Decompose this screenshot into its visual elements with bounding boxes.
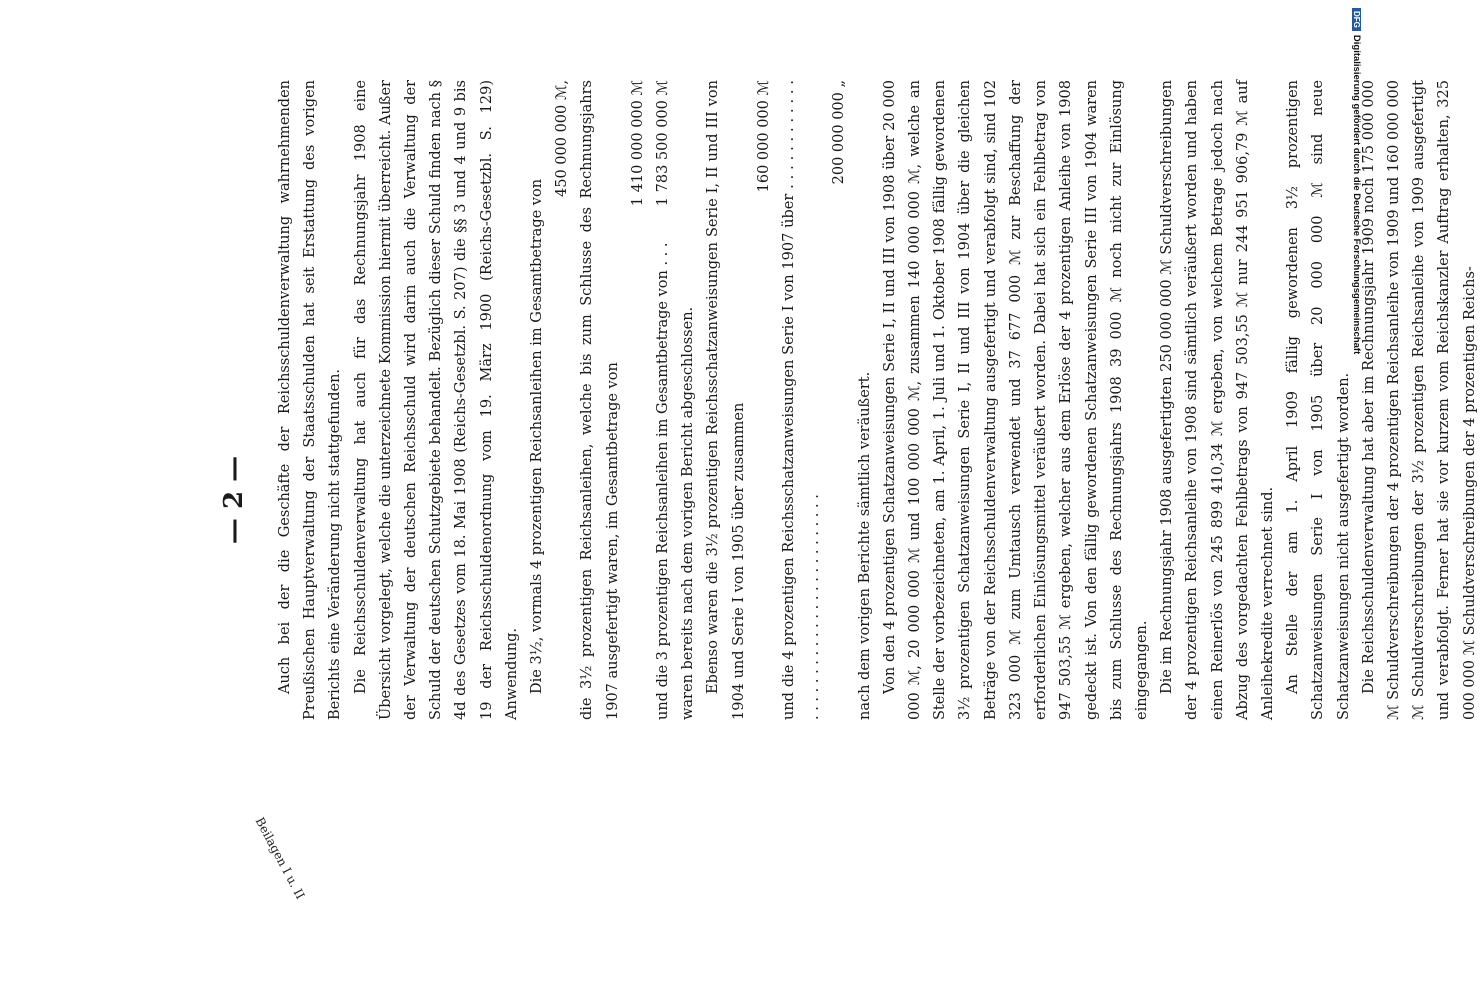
dfg-logo: DFG [1352, 8, 1361, 31]
amount-label: und die 3 prozentigen Reichsanleihen im Gesamtbetrage von . . . [655, 242, 672, 720]
paragraph: An Stelle der am 1. April 1909 fällig gewordenen 3½ prozentigen Schatzanweisungen Serie I von 1905 über 20 000 000 ℳ sind neue Schatzanweisungen nicht ausgefertigt worden. [1285, 80, 1352, 720]
amount-value: 1 783 500 000 ℳ [655, 80, 672, 207]
paragraph: Auch bei der die Geschäfte der Reichsschuldenverwaltung wahrnehmenden Preußischen Hauptverwaltung der Staatsschulden hat seit Erstattung des vorigen Berichts eine Veränderung nicht stattgefunden. [277, 80, 344, 720]
page-number: — 2 — [219, 455, 249, 545]
margin-note: Beilagen I u. II [252, 815, 308, 902]
amount-row [651, 80, 676, 720]
amount-value: 160 000 000 ℳ [755, 80, 772, 193]
amount-value: 450 000 000 ℳ, [554, 80, 571, 197]
paragraph: Die im Rechnungsjahr 1908 ausgefertigten 250 000 000 ℳ Schuldverschreibungen der 4 prozentigen Reichsanleihe von 1908 sind sämtlich veräußert worden und haben einen Reinerlös von 245 899 410,34 ℳ ergeben, von welchem Betrage jedoch nach Abzug des vorgedachten Fehlbetrags von 947 503,55 ℳ nur 244 951 906,79 ℳ auf Anleihekredite verrechnet sind. [1159, 80, 1276, 720]
paragraph: Die Reichsschuldenverwaltung hat auch für das Rechnungsjahr 1908 eine Übersicht vorgelegt, welche die unterzeichnete Kommission hiermit überreicht. Außer der Verwaltung der deutschen Reichsschuld wird darin auch die Verwaltung der Schuld der deutschen Schutzgebiete behandelt. Bezüglich dieser Schuld finden nach § 4d des Gesetzes vom 18. Mai 1908 (Reichs-Gesetzbl. S. 207) die §§ 3 und 4 und 9 bis 19 der Reichsschuldenordnung vom 19. März 1900 (Reichs-Gesetzbl. S. 129) Anwendung. [352, 80, 520, 720]
paragraph: Die Reichsschuldenverwaltung hat aber im Rechnungsjahr 1909 noch 175 000 000 ℳ Schuldverschreibungen der 4 prozentigen Reichsanleihe von 1909 und 160 000 000 ℳ Schuldverschreibungen der 3½ prozentigen Reichsanleihe von 1909 ausgefertigt und verabfolgt. Ferner hat sie vor kurzem vom Reichskanzler Auftrag erhalten, 325 000 000 ℳ Schuldverschreibungen der 4 prozentigen Reichs- [1360, 80, 1478, 720]
paragraph: nach dem vorigen Berichte sämtlich veräußert. [856, 371, 873, 720]
paragraph: Von den 4 prozentigen Schatzanweisungen Serie I, II und III von 1908 über 20 000 000 ℳ, 20 000 000 ℳ und 100 000 000 ℳ, zusammen 140 000 000 ℳ, welche an Stelle der vorbezeichneten, am 1. April, 1. Juli und 1. Oktober 1908 fällig gewordenen 3½ prozentigen Schatzanweisungen Serie I, II und III von 1904 über die gleichen Beträge von der Reichsschuldenverwaltung ausgefertigt und verabfolgt sind, sind 102 323 000 ℳ zum Umtausch verwendet und 37 677 000 ℳ zur Beschaffung der erforderlichen Einlösungsmittel veräußert worden. Dabei hat sich ein Fehlbetrag von 947 503,55 ℳ ergeben, welcher aus dem Erlöse der 4 prozentigen Anleihe von 1908 gedeckt ist. Von den fällig gewordenen Schatzanweisungen Serie III von 1904 waren bis zum Schlusse des Rechnungsjahrs 1908 39 000 ℳ noch nicht zur Einlösung eingegangen. [881, 80, 1150, 720]
paragraph: Die 3½, vormals 4 prozentigen Reichsanleihen im Gesamtbetrage von [529, 178, 546, 694]
amount-value: 1 410 000 000 ℳ [629, 80, 646, 207]
amount-row [575, 80, 625, 720]
paragraph: waren bereits nach dem vorigen Bericht abgeschlossen. [680, 306, 697, 720]
amount-value: 200 000 000 „ [831, 80, 848, 185]
amount-label: die 3½ prozentigen Reichsanleihen, welche bis zum Schlusse des Rechnungsjahrs 1907 ausgefertigt waren, im Gesamtbetrage von [579, 80, 621, 720]
paragraph: und die 4 prozentigen Reichsschatzanweisungen Serie I von 1907 über . . . . . . . . . . . . . . . . . . . . . . . . . . . . . . . . . . . . . [781, 80, 823, 720]
body-text [273, 80, 1483, 720]
credit-text: Digitalisierung gefördert durch die Deutsche Forschungsgemeinschaft [1351, 34, 1362, 355]
paragraph: Ebenso waren die 3½ prozentigen Reichsschatzanweisungen Serie I, II und III von 1904 und Serie I von 1905 über zusammen [705, 80, 747, 720]
